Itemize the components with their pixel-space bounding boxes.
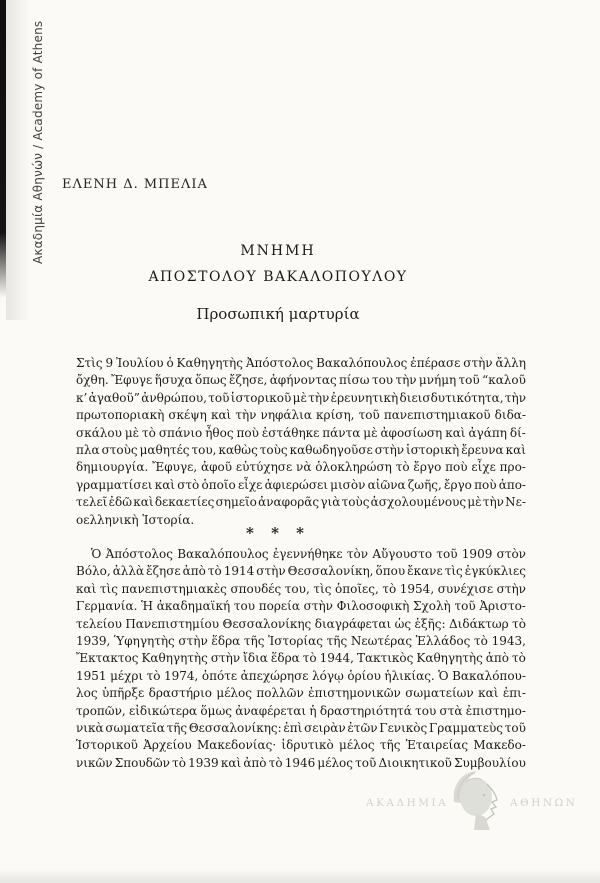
athena-head-icon: [446, 766, 502, 830]
text-line: Γερμανία. Ἡ ἀκαδημαϊκή του πορεία στὴν Φιλοσοφικὴ Σχολὴ τοῦ Ἀριστο-: [76, 599, 526, 614]
author-name: ΕΛΕΝΗ Δ. ΜΠΕΛΙΑ: [62, 177, 208, 192]
article-subtitle: Προσωπική μαρτυρία: [196, 305, 360, 323]
text-line: Ὁ Ἀπόστολος Βακαλόπουλος ἐγεννήθηκε τὸν Αὔγουστο τοῦ 1909 στὸν: [91, 547, 526, 561]
text-line: καὶ τὶς πανεπιστημιακὲς σπουδές του, τὶς ὁποῖες, τὸ 1954, συνέχισε στὴν: [76, 581, 526, 596]
text-line: λος ὑπῆρξε δραστήριο μέλος πολλῶν ἐπιστημονικῶν σωματείων καὶ ἐπι-: [76, 686, 526, 701]
text-line: γραμματίσει καὶ στὸ ὁποῖο εἶχε ἀφιερώσει μισὸν αἰῶνα ζωῆς, ἔργο ποὺ ἀπο-: [76, 477, 526, 492]
watermark-text-akadimia: ΑΚΑΔΗΜΙΑ: [366, 797, 449, 809]
text-line: κ’ ἀγαθοῦ” ἀνθρώπου, τοῦ ἱστορικοῦ μὲ τὴν ἐρευνητικὴ διεισδυτικότητα, τὴν: [76, 390, 526, 405]
text-line: Ἔκτακτος Καθηγητὴς στὴν ἴδια ἕδρα τὸ 1944, Τακτικὸς Καθηγητὴς ἀπὸ τὸ: [76, 651, 526, 666]
page-bottom-shading: [0, 869, 600, 883]
text-line: Βόλο, ἀλλὰ ἔζησε ἀπὸ τὸ 1914 στὴν Θεσσαλονίκη, ὅπου ἔκανε τὶς ἐγκύκλιες: [76, 564, 526, 579]
academy-library-vertical-stamp: Ακαδημία Αθηνών / Academy of Athens: [31, 20, 45, 264]
paragraph-2: [76, 546, 526, 772]
text-line: τροπῶν, εἰδικώτερα ὅμως ἀναφέρεται ἡ δραστηριότητά του στὰ ἐπιστημο-: [76, 703, 526, 718]
article-title: [0, 243, 556, 285]
text-line: Στὶς 9 Ἰουλίου ὁ Καθηγητὴς Ἀπόστολος Βακαλόπουλος ἐπέρασε στὴν ἄλλη: [76, 356, 526, 370]
text-line: τελείου Πανεπιστημίου Θεσσαλονίκης διαγράφεται ὡς ἑξῆς: Διδάκτωρ τὸ: [76, 616, 526, 631]
text-line: πρωτοποριακὴ σκέψη καὶ τὴν νηφάλια κρίση, τοῦ πανεπιστημιακοῦ διδα-: [76, 408, 526, 423]
text-line: ὄχθη. Ἔφυγε ἥσυχα ὅπως ἔζησε, ἀφήνοντας πίσω του τὴν μνήμη τοῦ “καλοῦ: [76, 373, 526, 388]
paragraph-1: [76, 355, 526, 529]
text-line: 1951 μέχρι τὸ 1974, ὁπότε ἀπεχώρησε λόγῳ ὁρίου ἡλικίας. Ὁ Βακαλόπου-: [76, 668, 526, 683]
text-line: νικῶν Σπουδῶν τὸ 1939 καὶ ἀπὸ τὸ 1946 μέλος τοῦ Διοικητικοῦ Συμβουλίου: [76, 755, 526, 770]
title-line-1: ΜΝΗΜΗ: [240, 243, 316, 259]
text-line: οελληνικὴ Ἱστορία.: [76, 512, 195, 527]
text-line: πλα στοὺς μαθητές του, καθὼς τοὺς καθωδηγοῦσε στὴν ἱστορικὴ ἔρευνα καὶ: [76, 442, 526, 457]
text-line: τελεῖ ἐδῶ καὶ δεκαετίες σημεῖο ἀναφορᾶς γιὰ τοὺς ἀσχολουμένους μὲ τὴν Νε-: [76, 495, 526, 510]
text-line: δημιουργία. Ἔφυγε, ἀφοῦ εὐτύχησε νὰ ὁλοκληρώση τὸ ἔργο ποὺ εἶχε προ-: [76, 460, 526, 475]
watermark-text-athinon: ΑΘΗΝΩΝ: [510, 797, 578, 809]
title-line-2: ΑΠΟΣΤΟΛΟΥ ΒΑΚΑΛΟΠΟΥΛΟΥ: [148, 269, 408, 285]
text-line: νικὰ σωματεῖα τῆς Θεσσαλονίκης: ἐπὶ σειρὰν ἐτῶν Γενικὸς Γραμματεὺς τοῦ: [76, 720, 526, 735]
section-separator: * * *: [246, 524, 310, 542]
text-line: Ἱστορικοῦ Ἀρχείου Μακεδονίας· ἱδρυτικὸ μέλος τῆς Ἑταιρείας Μακεδο-: [76, 738, 526, 753]
text-line: σκάλου μὲ τὸ σπάνιο ἦθος ποὺ ἐστάθηκε πάντα μὲ ἀφοσίωση καὶ ἀγάπη δί-: [76, 425, 526, 440]
text-line: 1939, Ὑφηγητὴς στὴν ἕδρα τῆς Ἱστορίας τῆς Νεωτέρας Ἑλλάδος τὸ 1943,: [76, 633, 526, 648]
